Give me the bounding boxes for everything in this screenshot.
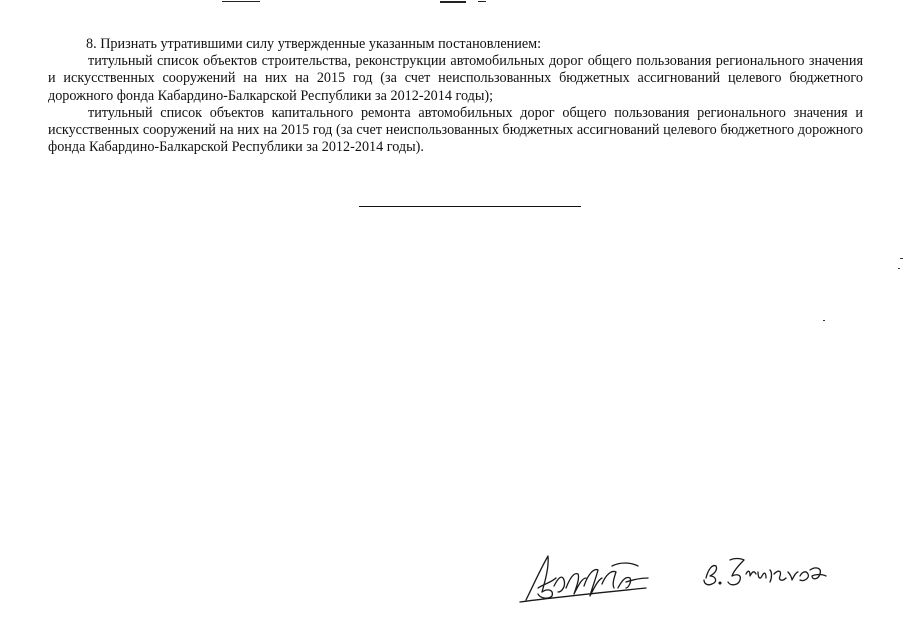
- repealed-list-capital-repair: титульный список объектов капитального ремонта автомобильных дорог общего пользования регионального значения и искусственных сооружений на них на 2015 год (за счет неиспользованных бюджетных ассигнований целевого бюджетного дорожного фонда Кабардино-Балкарской Республики за 2012-2014 годы).: [48, 104, 863, 156]
- right-signature-graphic: [700, 554, 830, 596]
- cropped-top-edge: [0, 0, 905, 8]
- document-body: [48, 36, 863, 156]
- item-8-heading: 8. Признать утратившими силу утвержденные указанным постановлением:: [86, 36, 542, 52]
- repealed-list-construction: титульный список объектов строительства, реконструкции автомобильных дорог общего пользования регионального значения и искусственных сооружений на них на 2015 год (за счет неиспользованных бюджетных ассигнований целевого бюджетного дорожного фонда Кабардино-Балкарской Республики за 2012-2014 годы);: [48, 53, 863, 104]
- scan-speck: [823, 320, 825, 321]
- scan-speck: [898, 268, 900, 269]
- left-signature-graphic: [518, 548, 653, 604]
- right-signature: [700, 554, 830, 596]
- left-signature: [518, 548, 653, 604]
- top-edge-mark: [478, 1, 486, 2]
- section-divider-line: [359, 206, 581, 207]
- top-edge-mark: [440, 1, 466, 3]
- top-edge-mark: [222, 1, 260, 2]
- scan-speck: [900, 258, 903, 259]
